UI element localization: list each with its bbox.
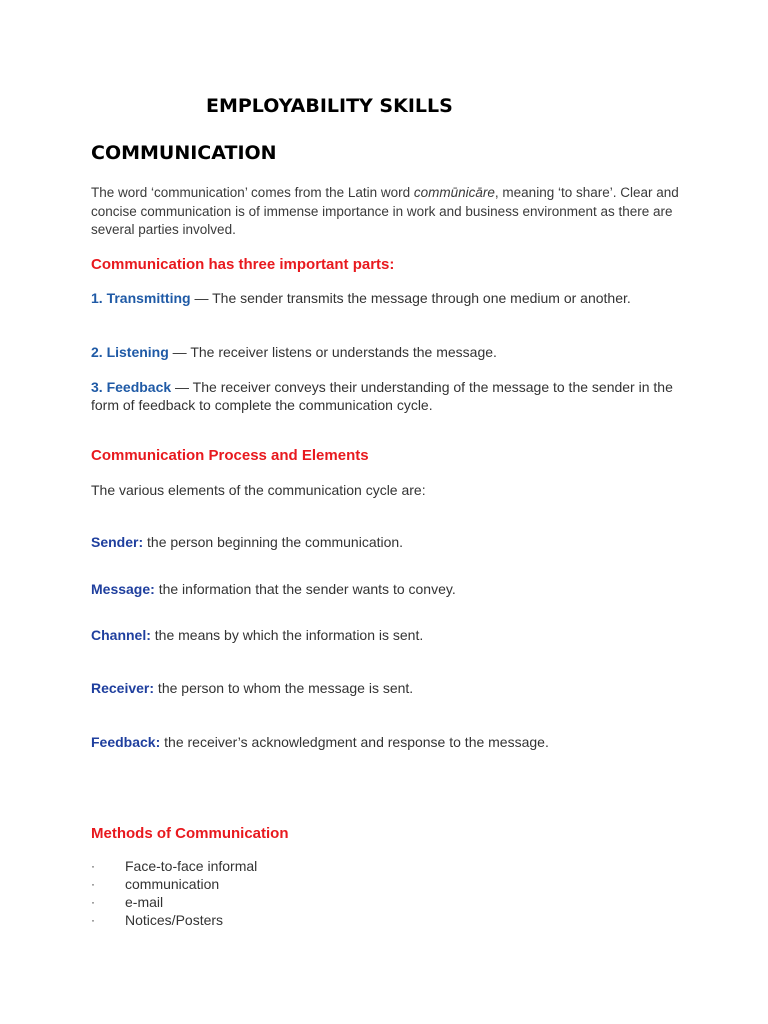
bullet-icon: · bbox=[91, 859, 95, 873]
section-heading-communication: COMMUNICATION bbox=[91, 142, 277, 164]
element-receiver bbox=[91, 680, 413, 696]
part-feedback bbox=[91, 378, 701, 414]
element-label: Receiver: bbox=[91, 680, 155, 696]
bullet-icon: · bbox=[91, 895, 95, 909]
list-item-text: communication bbox=[125, 876, 220, 892]
element-text: the receiver’s acknowledgment and response to the message. bbox=[160, 734, 549, 750]
document-title: EMPLOYABILITY SKILLS bbox=[206, 95, 453, 117]
part-label: 1. Transmitting bbox=[91, 290, 191, 306]
element-sender bbox=[91, 534, 403, 550]
intro-text-end: , meaning ‘to share’. Clear and concise communication is of immense importance in work and business environment as there are several parties involved. bbox=[91, 185, 679, 237]
element-label: Sender: bbox=[91, 534, 144, 550]
list-item-text: e-mail bbox=[125, 894, 164, 910]
bullet-icon: · bbox=[91, 877, 95, 891]
parts-heading: Communication has three important parts: bbox=[91, 256, 395, 273]
methods-list bbox=[91, 857, 257, 929]
bullet-icon: · bbox=[91, 913, 95, 927]
element-feedback bbox=[91, 734, 549, 750]
list-item bbox=[91, 875, 257, 893]
latin-word: commūnicāre bbox=[413, 185, 495, 200]
element-label: Channel: bbox=[91, 627, 151, 643]
process-heading: Communication Process and Elements bbox=[91, 447, 369, 464]
intro-paragraph bbox=[91, 184, 691, 240]
list-item bbox=[91, 911, 257, 929]
process-intro: The various elements of the communication cycle are: bbox=[91, 482, 426, 498]
methods-heading: Methods of Communication bbox=[91, 825, 289, 842]
element-channel bbox=[91, 627, 423, 643]
part-listening bbox=[91, 343, 701, 361]
intro-text-start: The word ‘communication’ comes from the Latin word bbox=[91, 185, 414, 200]
element-text: the information that the sender wants to convey. bbox=[154, 581, 456, 597]
part-label: 3. Feedback bbox=[91, 379, 172, 395]
list-item-text: Notices/Posters bbox=[125, 912, 224, 928]
element-text: the person beginning the communication. bbox=[143, 534, 404, 550]
element-text: the person to whom the message is sent. bbox=[154, 680, 414, 696]
list-item bbox=[91, 857, 257, 875]
element-label: Message: bbox=[91, 581, 155, 597]
list-item bbox=[91, 893, 257, 911]
part-label: 2. Listening bbox=[91, 344, 169, 360]
element-label: Feedback: bbox=[91, 734, 161, 750]
part-transmitting bbox=[91, 289, 701, 307]
part-text: — The receiver conveys their understanding of the message to the sender in the form of feedback to complete the communication cycle. bbox=[91, 379, 673, 413]
part-text: — The sender transmits the message through one medium or another. bbox=[190, 290, 631, 306]
element-text: the means by which the information is sent. bbox=[150, 627, 424, 643]
part-text: — The receiver listens or understands the message. bbox=[168, 344, 497, 360]
element-message bbox=[91, 581, 456, 597]
list-item-text: Face-to-face informal bbox=[125, 858, 258, 874]
